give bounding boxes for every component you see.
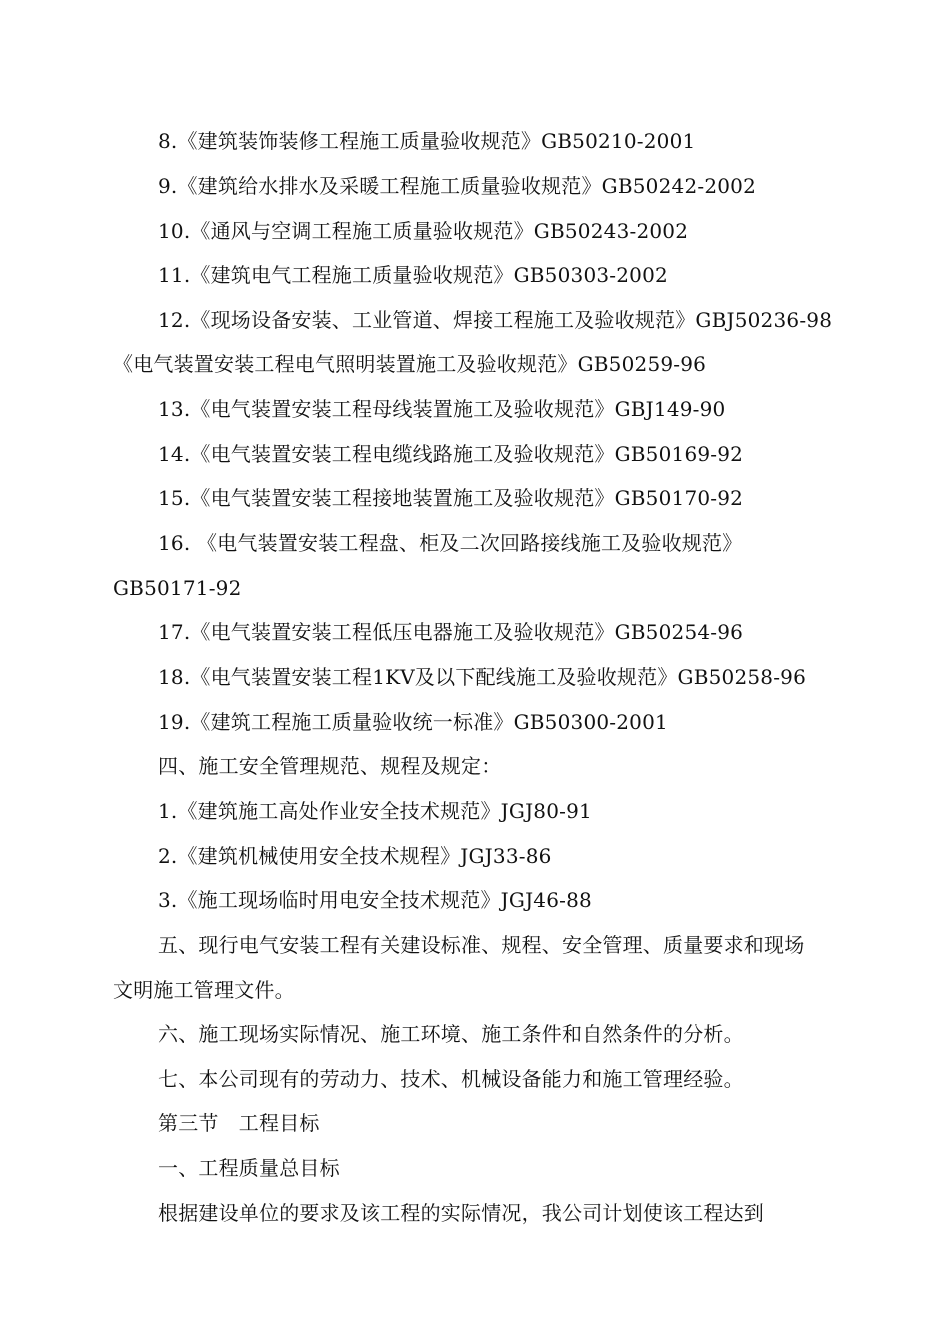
text-line: 17.《电气装置安装工程低压电器施工及验收规范》GB50254-96 (158, 620, 744, 644)
section-heading: 一、工程质量总目标 (158, 1156, 340, 1180)
text-line: 根据建设单位的要求及该工程的实际情况，我公司计划使该工程达到 (158, 1201, 764, 1225)
text-line: 12.《现场设备安装、工业管道、焊接工程施工及验收规范》GBJ50236-98 (158, 308, 833, 332)
section-heading: 七、本公司现有的劳动力、技术、机械设备能力和施工管理经验。 (158, 1067, 744, 1091)
text-line: 2.《建筑机械使用安全技术规程》JGJ33-86 (158, 844, 552, 868)
text-line: 3.《施工现场临时用电安全技术规范》JGJ46-88 (158, 888, 592, 912)
text-line: 8.《建筑装饰装修工程施工质量验收规范》GB50210-2001 (158, 129, 696, 153)
text-line: 13.《电气装置安装工程母线装置施工及验收规范》GBJ149-90 (158, 397, 726, 421)
text-line: 10.《通风与空调工程施工质量验收规范》GB50243-2002 (158, 219, 689, 243)
text-line: 18.《电气装置安装工程1KV及以下配线施工及验收规范》GB50258-96 (158, 665, 807, 689)
section-heading: 六、施工现场实际情况、施工环境、施工条件和自然条件的分析。 (158, 1022, 744, 1046)
chapter-section-title: 第三节 工程目标 (158, 1111, 320, 1135)
text-line: 19.《建筑工程施工质量验收统一标准》GB50300-2001 (158, 710, 668, 734)
section-heading: 四、施工安全管理规范、规程及规定： (158, 754, 502, 778)
text-line: GB50171-92 (113, 576, 242, 600)
text-line: 1.《建筑施工高处作业安全技术规范》JGJ80-91 (158, 799, 592, 823)
text-line: 9.《建筑给水排水及采暖工程施工质量验收规范》GB50242-2002 (158, 174, 757, 198)
text-line: 16. 《电气装置安装工程盘、柜及二次回路接线施工及验收规范》 (158, 531, 743, 555)
section-heading: 五、现行电气安装工程有关建设标准、规程、安全管理、质量要求和现场 (158, 933, 805, 957)
text-line: 11.《建筑电气工程施工质量验收规范》GB50303-2002 (158, 263, 668, 287)
text-line: 15.《电气装置安装工程接地装置施工及验收规范》GB50170-92 (158, 486, 744, 510)
text-line: 14.《电气装置安装工程电缆线路施工及验收规范》GB50169-92 (158, 442, 744, 466)
text-line: 《电气装置安装工程电气照明装置施工及验收规范》GB50259-96 (113, 352, 707, 376)
text-line: 文明施工管理文件。 (113, 978, 295, 1002)
